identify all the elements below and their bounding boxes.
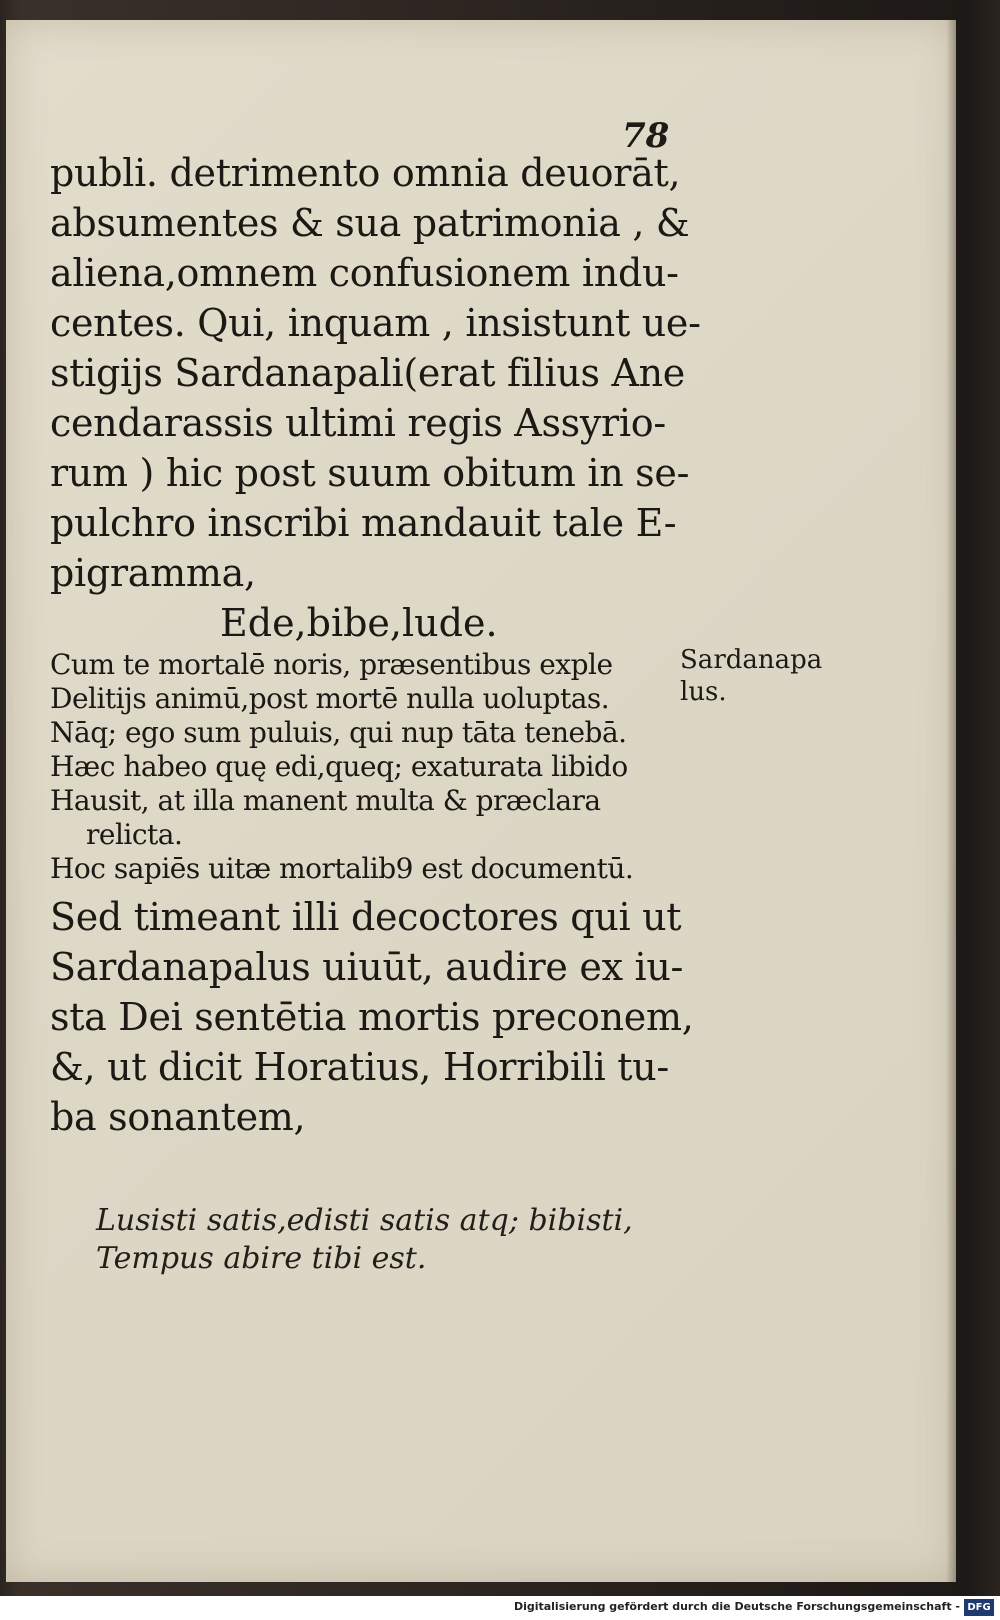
epitaph-line: Cum te mortalē noris, præsentibus exple — [50, 648, 613, 681]
text-line: absumentes & sua patrimonia , & — [50, 201, 690, 245]
text-line: &, ut dicit Horatius, Horribili tu- — [50, 1045, 669, 1089]
text-line: cendarassis ultimi regis Assyrio- — [50, 401, 666, 445]
text-line: sta Dei sentētia mortis preconem, — [50, 995, 694, 1039]
text-line: aliena,omnem confusionem indu- — [50, 251, 679, 295]
page-number: 78 — [622, 116, 670, 156]
book-page — [6, 20, 956, 1582]
text-line: pigramma, — [50, 551, 256, 595]
epitaph-line: Nāq; ego sum puluis, qui nup tāta tenebā. — [50, 716, 627, 749]
epitaph-line: Hæc habeo quę edi,queq; exaturata libido — [50, 750, 628, 783]
verse-line: Lusisti satis,edisti satis atq; bibisti, — [96, 1203, 633, 1238]
text-line: Sardanapalus uiuūt, audire ex iu- — [50, 945, 684, 989]
marginal-note-line: Sardanapa — [680, 645, 823, 675]
text-line: stigijs Sardanapali(erat filius Ane — [50, 351, 685, 395]
epitaph-line: Hausit, at illa manent multa & præclara — [50, 784, 601, 817]
text-line: rum ) hic post suum obitum in se- — [50, 451, 690, 495]
text-line: ba sonantem, — [50, 1095, 306, 1139]
closing-paragraph — [50, 892, 694, 1142]
verse-line: Tempus abire tibi est. — [96, 1241, 427, 1276]
footer-credit: Digitalisierung gefördert durch die Deutsche Forschungsgemeinschaft - — [513, 1600, 960, 1613]
dfg-logo: DFG — [964, 1599, 994, 1616]
marginal-note — [680, 644, 822, 708]
text-line: publi. detrimento omnia deuorāt, — [50, 151, 681, 195]
epigram-heading: Ede,bibe,lude. — [220, 601, 498, 645]
epitaph-line: Delitijs animū,post mortē nulla uoluptas. — [50, 682, 610, 715]
epitaph-block — [50, 648, 690, 886]
text-line: pulchro inscribi mandauit tale E- — [50, 501, 677, 545]
main-text-block — [50, 148, 701, 1142]
epitaph-line: Hoc sapiēs uitæ mortalib9 est documentū. — [50, 852, 634, 885]
digitization-footer — [0, 1596, 1000, 1620]
page-edge-shadow — [946, 20, 956, 1582]
marginal-note-line: lus. — [680, 677, 727, 707]
text-line: centes. Qui, inquam , insistunt ue- — [50, 301, 701, 345]
epitaph-line: relicta. — [86, 818, 183, 851]
text-line: Sed timeant illi decoctores qui ut — [50, 895, 682, 939]
verse-quotation — [96, 1202, 633, 1278]
